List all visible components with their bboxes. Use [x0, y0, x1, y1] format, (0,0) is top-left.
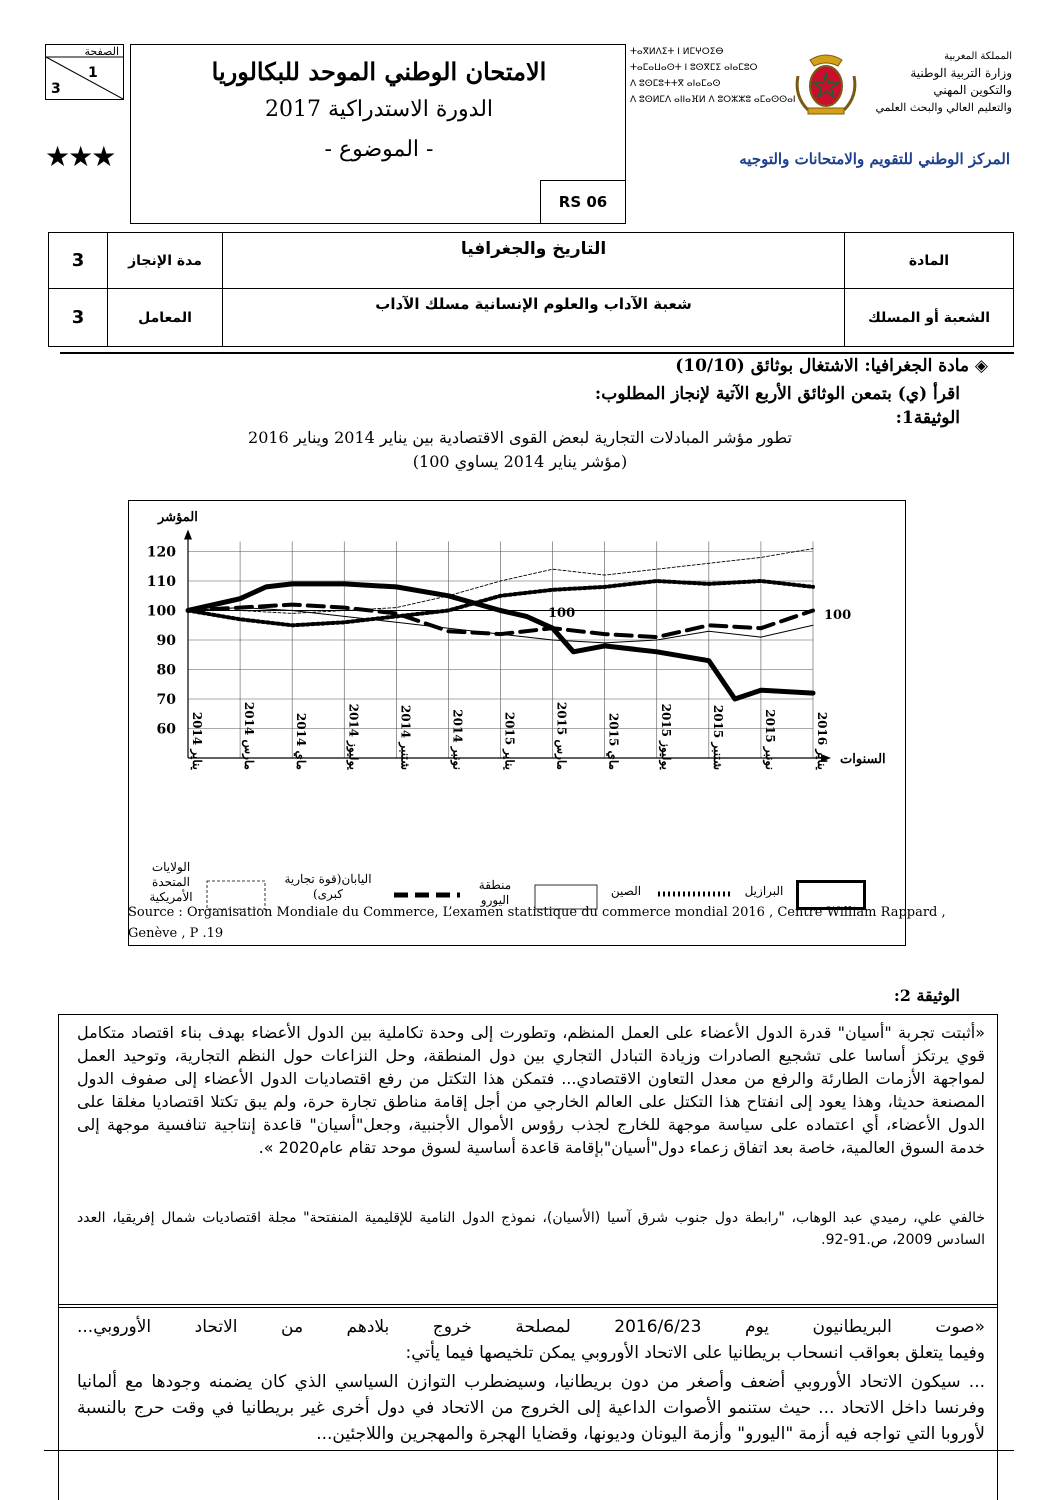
tifinagh-line-1: ⵜⴰⴳⵍⴷⵉⵜ ⵏ ⵍⵎⵖⵔⵉⴱ	[630, 47, 724, 57]
legend-usa	[140, 860, 202, 905]
y-tick-label: 80	[156, 662, 176, 679]
doc1-title: تطور مؤشر المبادلات التجارية لبعض القوى الاقتصادية بين يناير 2014 ويناير 2016	[248, 428, 792, 447]
x-tick-label: يناير 2015	[502, 711, 517, 770]
ministry-block	[850, 48, 1012, 116]
y-tick-label: 60	[156, 721, 176, 738]
doc1-subtitle: (مؤشر يناير 2014 يساوي 100)	[412, 452, 628, 471]
tifinagh-block	[630, 44, 800, 108]
difficulty-stars: ★★★	[45, 140, 115, 173]
page-number: 1	[88, 65, 98, 81]
coef-label: المعامل	[108, 289, 223, 347]
ministry-line-4: والتعليم العالي والبحث العلمي	[875, 101, 1012, 114]
section-title-text: مادة الجغرافيا: الاشتغال بوثائق (10/10)	[675, 356, 969, 376]
doc1-source: Source : Organisation Mondiale du Commerce, L’examen statistique du commerce mondial 2016 , Centre William Rappard , Genève , P .19	[128, 905, 946, 941]
page-total: 3	[51, 81, 61, 97]
doc2-box	[58, 1014, 998, 1308]
coef-value: 3	[49, 289, 108, 347]
doc3-box	[58, 1304, 998, 1500]
exam-subject-label: - الموضوع -	[324, 137, 434, 162]
annotation-mid-100: 100	[548, 606, 576, 621]
duration-value: 3	[49, 233, 108, 289]
branch-label: الشعبة أو المسلك	[845, 289, 1014, 347]
legend-eurozone-label: منطقة اليورو	[478, 878, 512, 907]
y-axis-label: المؤشر	[158, 510, 198, 525]
exam-session: الدورة الاستدراكية 2017	[264, 97, 494, 122]
doc2-label: الوثيقة 2:	[893, 986, 960, 1005]
x-tick-label: ماي 2014	[294, 712, 309, 770]
page-number-box	[45, 44, 124, 100]
exam-meta-table	[48, 232, 1014, 347]
tifinagh-line-4: ⴷ ⵓⵙⵍⵎⴷ ⴰⵏⵏⴰⴼⵍ ⴷ ⵓⵔⵣⵣⵓ ⴰⵎⴰⵙⵙⴰⵏ	[630, 95, 796, 105]
doc1-label: الوثيقة1:	[895, 408, 960, 428]
y-tick-label: 100	[146, 603, 176, 620]
branch-value: شعبة الآداب والعلوم الإنسانية مسلك الآداب	[223, 289, 845, 347]
y-axis-arrow	[184, 530, 192, 540]
x-tick-label: نونبر 2014	[450, 709, 465, 770]
legend-brazil-label: البرازيل	[744, 884, 784, 898]
doc3-line-3: ... سيكون الاتحاد الأوروبي أضعف وأصغر من دون بريطانيا، وسيضطرب التوازن السياسي الذي كان يضمنه وجودها مع ألمانيا وفرنسا داخل الاتحاد ... حيث ستنمو الأصوات الداعية إلى الخروج من الاتحاد في دول أخرى غير بريطانيا في وقت حرج بالنسبة لأوروبا التي تواجه فيه أزمة "اليورو" وأزمة اليونان وديونها، وقضايا الهجرة والمهجرين واللاجئين...	[77, 1372, 985, 1444]
subject-value: التاريخ والجغرافيا	[223, 233, 845, 289]
y-tick-label: 120	[146, 544, 176, 561]
x-tick-label: مارس 2014	[242, 701, 257, 770]
legend-usa-label: الولايات المتحدة الأمريكية	[149, 860, 193, 904]
diamond-bullet-icon: ◈	[974, 356, 988, 376]
tifinagh-line-3: ⴷ ⵓⵙⵎⵓⵜⵜⴳ ⴰⵏⴰⵎⴰⵙ	[630, 79, 721, 89]
x-tick-label: يوليوز 2014	[346, 703, 361, 770]
exam-code: RS 06	[540, 180, 626, 224]
y-tick-label: 90	[156, 633, 176, 649]
legend-japan-swatch	[656, 884, 732, 904]
ministry-line-3: والتكوين المهني	[933, 83, 1012, 97]
doc3-line-1: «صوت البريطانيون يوم 2016/6/23 لمصلحة خروج بلادهم من الاتحاد الأوروبي...	[77, 1317, 985, 1337]
instruction: اقرأ (ي) بتمعن الوثائق الأربع الآتية لإنجاز المطلوب:	[594, 384, 960, 404]
annotation-end-100: 100	[824, 608, 852, 623]
legend-japan	[268, 872, 388, 902]
x-axis-label: السنوات	[840, 752, 886, 767]
doc2-source: خالفي علي، رميدي عبد الوهاب، "رابطة دول جنوب شرق آسيا (الأسيان)، نموذج الدول النامية للإقليمية المنفتحة" مجلة اقتصاديات شمال إفريقيا، العدد السادس 2009، ص.91-92.	[77, 1210, 985, 1248]
center-name: المركز الوطني للتقويم والامتحانات والتوجيه	[739, 150, 1010, 168]
ministry-line-1: المملكة المغربية	[944, 51, 1012, 62]
ministry-line-2: وزارة التربية الوطنية	[910, 66, 1012, 80]
exam-title: الامتحان الوطني الموحد للبكالوريا	[211, 57, 547, 86]
doc2-text: «أثبتت تجربة "أسيان" قدرة الدول الأعضاء على العمل المنظم، وتطورت إلى وحدة تكاملية بين الدول الأعضاء بهدف بناء اقتصاد متكامل قوي يرتكز أساسا على تشجيع الصادرات وزيادة التبادل التجاري بين دول المنطقة، وحل النزاعات حول النظم التجارية، وتوحيد العمل لمواجهة الأزمات الطارئة والرفع من معدل التعاون الاقتصادي... فتمكن هذا التكتل من رفع اقتصاديات الدول الأعضاء إلى صفوف الدول المصنعة حديثا، وهذا يعود إلى انفتاح هذا التكتل على العالم الخارجي من أجل إقامة مناطق تجارة حرة، ولم يبق تكتلا اقتصاديا مغلقا على الدول الأعضاء، أي اعتماده على سياسة موجهة للخارج لجذب رؤوس الأموال الأجنبية، وجعل"أسيان" قاعدة إنتاجية تنافسية موجهة إلى خدمة السوق العالمية، خاصة بعد اتفاق زعماء دول"أسيان"بإقامة قاعدة أساسية لسوق موحد تقام عام2020 ».	[77, 1023, 985, 1157]
subject-label: المادة	[845, 233, 1014, 289]
x-tick-label: يناير 2016	[815, 711, 829, 770]
page-label: الصفحة	[84, 45, 119, 58]
x-tick-label: مارس 2015	[554, 701, 569, 770]
section-rule	[60, 352, 1014, 354]
doc3-line-2: وفيما يتعلق بعواقب انسحاب بريطانيا على الاتحاد الأوروبي يمكن تلخيصها فيما يأتي:	[405, 1343, 985, 1363]
legend-china	[600, 884, 652, 898]
x-tick-label: نونبر 2015	[762, 709, 777, 770]
legend-china-label: الصين	[610, 884, 642, 898]
duration-label: مدة الإنجاز	[108, 233, 223, 289]
x-tick-label: شتنبر 2015	[710, 704, 725, 770]
x-tick-label: يوليوز 2015	[658, 703, 673, 770]
legend-japan-label: اليابان(قوة تجارية كبرى)	[284, 872, 372, 901]
y-tick-label: 110	[146, 574, 176, 590]
x-tick-label: يناير 2014	[190, 711, 204, 770]
y-tick-label: 70	[156, 692, 176, 708]
section-title	[675, 356, 988, 376]
legend-brazil	[734, 884, 794, 898]
x-tick-label: شتنبر 2014	[398, 704, 413, 770]
footer-rule	[44, 1450, 1014, 1451]
tifinagh-line-2: ⵜⴰⵎⴰⵡⴰⵙⵜ ⵏ ⵓⵙⴳⵎⵉ ⴰⵏⴰⵎⵓⵔ	[630, 63, 758, 73]
x-tick-label: ماي 2015	[606, 712, 621, 770]
